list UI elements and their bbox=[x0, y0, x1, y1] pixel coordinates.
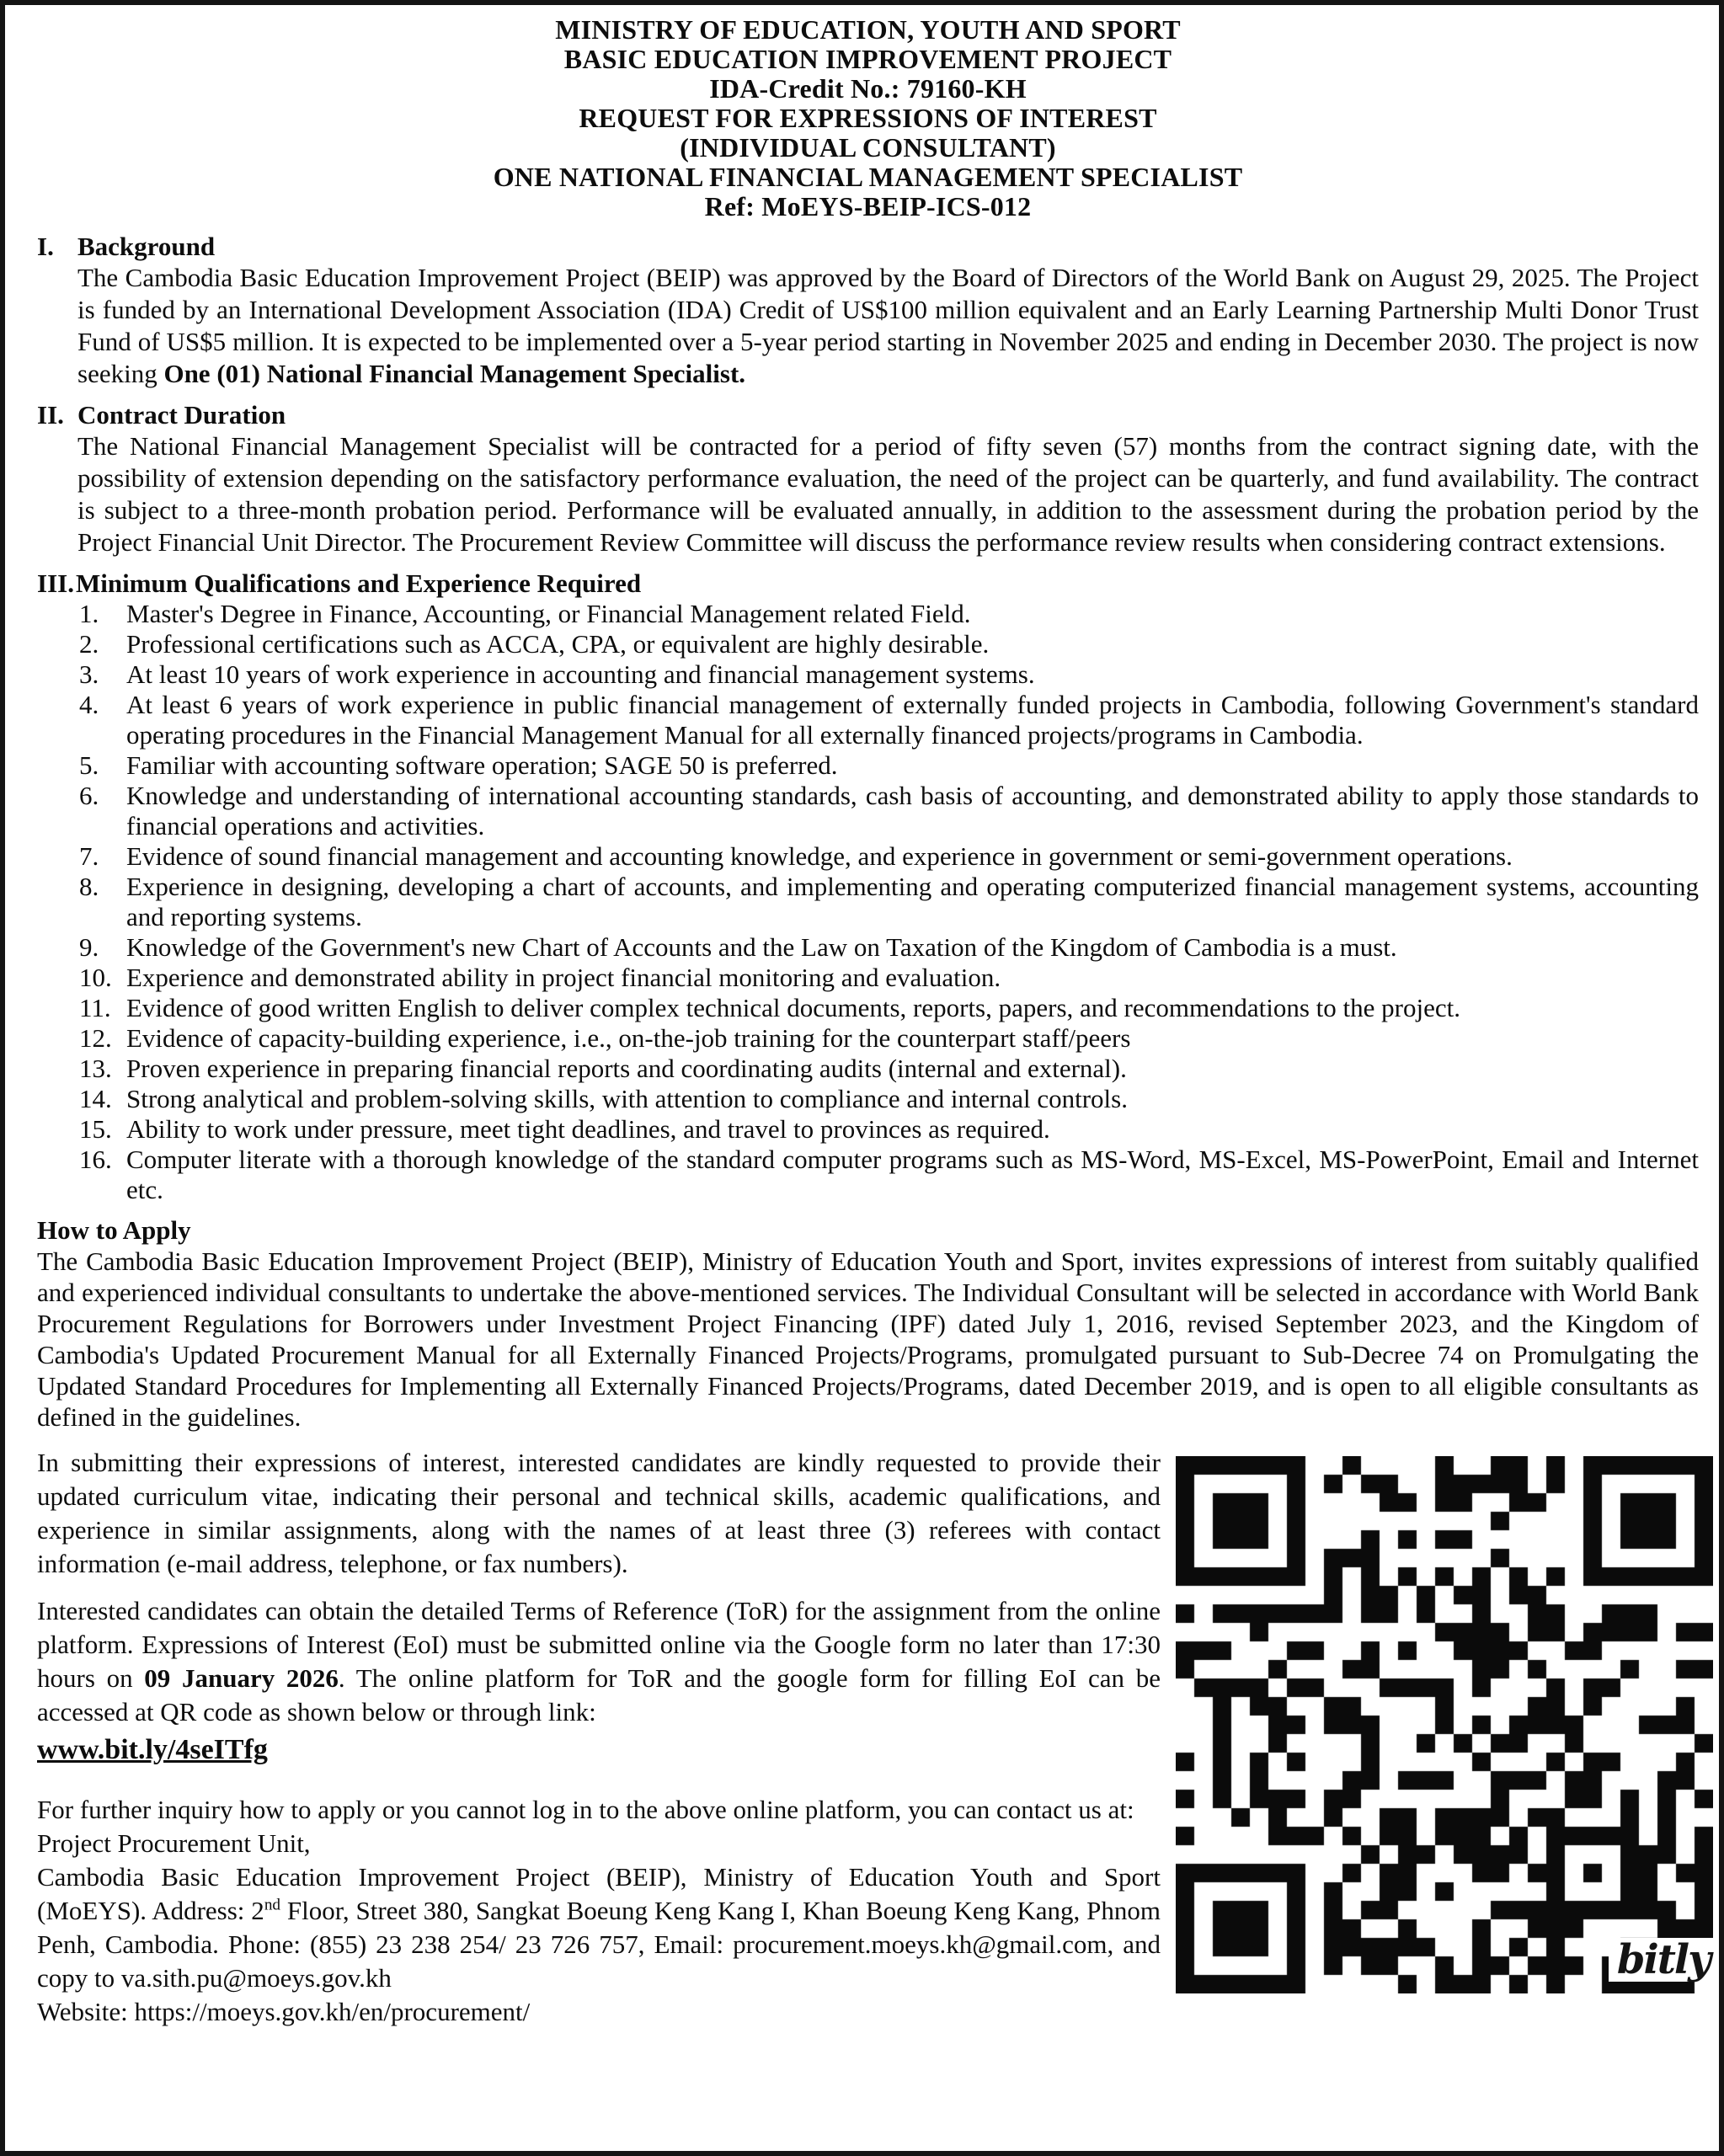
list-item-text: Computer literate with a thorough knowledge of the standard computer programs such as MS-Word, MS-Excel, MS-PowerPoint, Email and Internet etc. bbox=[126, 1145, 1699, 1204]
list-item-number: 1. bbox=[79, 599, 99, 628]
how-to-apply-paragraph: The Cambodia Basic Education Improvement Project (BEIP), Ministry of Education Youth and Sport, invites expressions of interest from suitably qualified and experienced individual consultants to undertake the above-mentioned services. The Individual Consultant will be selected in accordance with World Bank Procurement Regulations for Borrowers under Investment Project Financing (IPF) dated July 1, 2016, revised September 2023, and the Kingdom of Cambodia's Updated Procurement Manual for all Externally Financed Projects/Programs, promulgated pursuant to Sub-Decree 74 on Promulgating the Updated Standard Procedures for Implementing all Externally Financed Projects/Programs, dated December 2019, and is open to all eligible consultants as defined in the guidelines. bbox=[37, 1246, 1699, 1432]
submission-paragraph: In submitting their expressions of interest, interested candidates are kindly requested to provide their updated curriculum vitae, indicating their personal and technical skills, academic qualifications, and experience in similar assignments, along with the names of at least three (3) referees with contact information (e-mail address, telephone, or fax numbers). bbox=[37, 1448, 1161, 1578]
list-item-text: Professional certifications such as ACCA, CPA, or equivalent are highly desirable. bbox=[126, 629, 990, 659]
list-item-number: 10. bbox=[79, 963, 112, 992]
list-item bbox=[79, 841, 1699, 872]
title-line: MINISTRY OF EDUCATION, YOUTH AND SPORT bbox=[555, 14, 1181, 45]
list-item bbox=[79, 690, 1699, 750]
list-item-number: 5. bbox=[79, 750, 99, 780]
title-line: IDA-Credit No.: 79160-KH bbox=[709, 73, 1027, 104]
list-item-text: At least 6 years of work experience in public financial management of externally funded projects in Cambodia, following Government's standard operating procedures in the Financial Management Manual for all externally financed projects/programs in Cambodia. bbox=[126, 690, 1699, 750]
contact-text-1: Cambodia Basic Education Improvement Project (BEIP), Ministry of Education Youth and Sport (MoEYS). Address: 2 bbox=[37, 1862, 1161, 1925]
how-to-apply-heading: How to Apply bbox=[37, 1215, 191, 1245]
eoi-deadline-paragraph bbox=[37, 1594, 1161, 1729]
list-item bbox=[79, 872, 1699, 932]
footer-columns bbox=[37, 1446, 1710, 2029]
list-item-number: 14. bbox=[79, 1084, 112, 1113]
list-item-text: Knowledge of the Government's new Chart of Accounts and the Law on Taxation of the Kingdom of Cambodia is a must. bbox=[126, 932, 1397, 962]
eoi-text-2: . The online platform for ToR and the google form for filling EoI can be accessed at QR code as shown below or through link: bbox=[37, 1663, 1161, 1726]
list-item bbox=[79, 1145, 1699, 1205]
list-item bbox=[79, 1054, 1699, 1084]
section-background-label: Background bbox=[77, 232, 216, 261]
section-qualifications-heading bbox=[37, 568, 1699, 599]
list-item-number: 3. bbox=[79, 659, 99, 689]
list-item-number: 8. bbox=[79, 872, 99, 901]
list-item bbox=[79, 750, 1699, 781]
list-item bbox=[79, 599, 1699, 629]
list-item bbox=[79, 1023, 1699, 1054]
eoi-text-1: Interested candidates can obtain the detailed Terms of Reference (ToR) for the assignment from the online platform. Expressions of Interest (EoI) must be submitted online via the Google form no later than 17:30 hours on bbox=[37, 1596, 1161, 1693]
background-paragraph bbox=[77, 262, 1699, 390]
list-item-number: 4. bbox=[79, 690, 99, 719]
section-contract-duration bbox=[37, 400, 1699, 558]
list-item-text: Master's Degree in Finance, Accounting, or Financial Management related Field. bbox=[126, 599, 971, 628]
list-item-number: 2. bbox=[79, 629, 99, 659]
section-background-heading bbox=[37, 232, 1699, 262]
qr-code-canvas bbox=[1176, 1456, 1713, 1993]
section-qualifications-label: Minimum Qualifications and Experience Required bbox=[75, 568, 642, 598]
contact-text-2: Floor, Street 380, Sangkat Boeung Keng Kang I, Khan Boeung Keng Kang, Phnom Penh, Cambodia. Phone: (855) 23 238 254/ 23 726 757, Email: procurement.moeys.kh@gmail.com, and copy to va.sith.pu@moeys.gov.kh bbox=[37, 1896, 1161, 1993]
footer-qr-column bbox=[1176, 1446, 1713, 2029]
inquiry-paragraph: For further inquiry how to apply or you cannot log in to the above online platform, you can contact us at: Project Procurement Unit, bbox=[37, 1795, 1134, 1858]
bitly-logo: bitly bbox=[1609, 1938, 1713, 1982]
list-item bbox=[79, 659, 1699, 690]
title-line: REQUEST FOR EXPRESSIONS OF INTEREST bbox=[579, 103, 1157, 133]
list-item-text: Evidence of good written English to deliver complex technical documents, reports, papers, and recommendations to the project. bbox=[126, 993, 1460, 1022]
list-item bbox=[79, 932, 1699, 963]
list-item bbox=[79, 781, 1699, 841]
list-item-number: 15. bbox=[79, 1114, 112, 1144]
list-item-text: At least 10 years of work experience in accounting and financial management systems. bbox=[126, 659, 1035, 689]
section-qualifications-number: III. bbox=[37, 568, 74, 598]
section-background-number: I. bbox=[37, 232, 54, 261]
list-item-text: Ability to work under pressure, meet tight deadlines, and travel to provinces as required. bbox=[126, 1114, 1050, 1144]
list-item bbox=[79, 993, 1699, 1023]
application-link[interactable]: www.bit.ly/4seITfg bbox=[37, 1734, 268, 1765]
list-item-text: Evidence of sound financial management and accounting knowledge, and experience in government or semi-government operations. bbox=[126, 841, 1513, 871]
section-contract-heading bbox=[37, 400, 1699, 430]
document-title-block bbox=[37, 15, 1699, 221]
list-item-text: Proven experience in preparing financial reports and coordinating audits (internal and external). bbox=[126, 1054, 1127, 1083]
background-text: The Cambodia Basic Education Improvement Project (BEIP) was approved by the Board of Directors of the World Bank on August 29, 2025. The Project is funded by an International Development Association (IDA) Credit of US$100 million equivalent and an Early Learning Partnership Multi Donor Trust Fund of US$5 million. It is expected to be implemented over a 5-year period starting in November 2025 and ending in December 2030. The project is now seeking bbox=[77, 263, 1699, 388]
list-item-number: 13. bbox=[79, 1054, 112, 1083]
list-item-number: 9. bbox=[79, 932, 99, 962]
title-line: Ref: MoEYS-BEIP-ICS-012 bbox=[704, 191, 1032, 221]
list-item-text: Knowledge and understanding of international accounting standards, cash basis of accounting, and demonstrated ability to apply those standards to financial operations and activities. bbox=[126, 781, 1699, 841]
footer-text-column bbox=[37, 1446, 1161, 2029]
list-item-text: Familiar with accounting software operation; SAGE 50 is preferred. bbox=[126, 750, 838, 780]
section-contract-number: II. bbox=[37, 400, 64, 430]
list-item-number: 12. bbox=[79, 1023, 112, 1053]
list-item-text: Experience in designing, developing a chart of accounts, and implementing and operating computerized financial management systems, accounting and reporting systems. bbox=[126, 872, 1699, 931]
section-qualifications bbox=[37, 568, 1699, 1205]
list-item bbox=[79, 1114, 1699, 1145]
eoi-deadline-date: 09 January 2026 bbox=[144, 1663, 339, 1693]
title-line: ONE NATIONAL FINANCIAL MANAGEMENT SPECIALIST bbox=[493, 162, 1243, 192]
section-contract-label: Contract Duration bbox=[77, 400, 286, 430]
contact-paragraph bbox=[37, 1860, 1161, 1995]
list-item bbox=[79, 629, 1699, 659]
list-item bbox=[79, 1084, 1699, 1114]
list-item-text: Experience and demonstrated ability in project financial monitoring and evaluation. bbox=[126, 963, 1001, 992]
title-line: (INDIVIDUAL CONSULTANT) bbox=[680, 132, 1056, 163]
background-bold-text: One (01) National Financial Management Specialist. bbox=[163, 359, 746, 388]
ordinal-superscript: nd bbox=[264, 1896, 281, 1914]
list-item-number: 16. bbox=[79, 1145, 112, 1174]
list-item-number: 6. bbox=[79, 781, 99, 810]
list-item-number: 7. bbox=[79, 841, 99, 871]
contract-paragraph: The National Financial Management Specialist will be contracted for a period of fifty seven (57) months from the contract signing date, with the possibility of extension depending on the satisfactory performance evaluation, the need of the project can be quarterly, and fund availability. The contract is subject to a three-month probation period. Performance will be evaluated annually, in addition to the assessment during the probation period by the Project Financial Unit Director. The Procurement Review Committee will discuss the performance review results when considering contract extensions. bbox=[77, 431, 1699, 557]
qr-code bbox=[1176, 1456, 1713, 1993]
section-background bbox=[37, 232, 1699, 390]
list-item-text: Strong analytical and problem-solving skills, with attention to compliance and internal controls. bbox=[126, 1084, 1128, 1113]
section-how-to-apply bbox=[37, 1215, 1699, 1433]
website-line: Website: https://moeys.gov.kh/en/procurement/ bbox=[37, 1997, 531, 2026]
list-item-number: 11. bbox=[79, 993, 111, 1022]
qualifications-list bbox=[79, 599, 1699, 1205]
title-line: BASIC EDUCATION IMPROVEMENT PROJECT bbox=[563, 44, 1172, 74]
list-item-text: Evidence of capacity-building experience, i.e., on-the-job training for the counterpart staff/peers bbox=[126, 1023, 1131, 1053]
list-item bbox=[79, 963, 1699, 993]
